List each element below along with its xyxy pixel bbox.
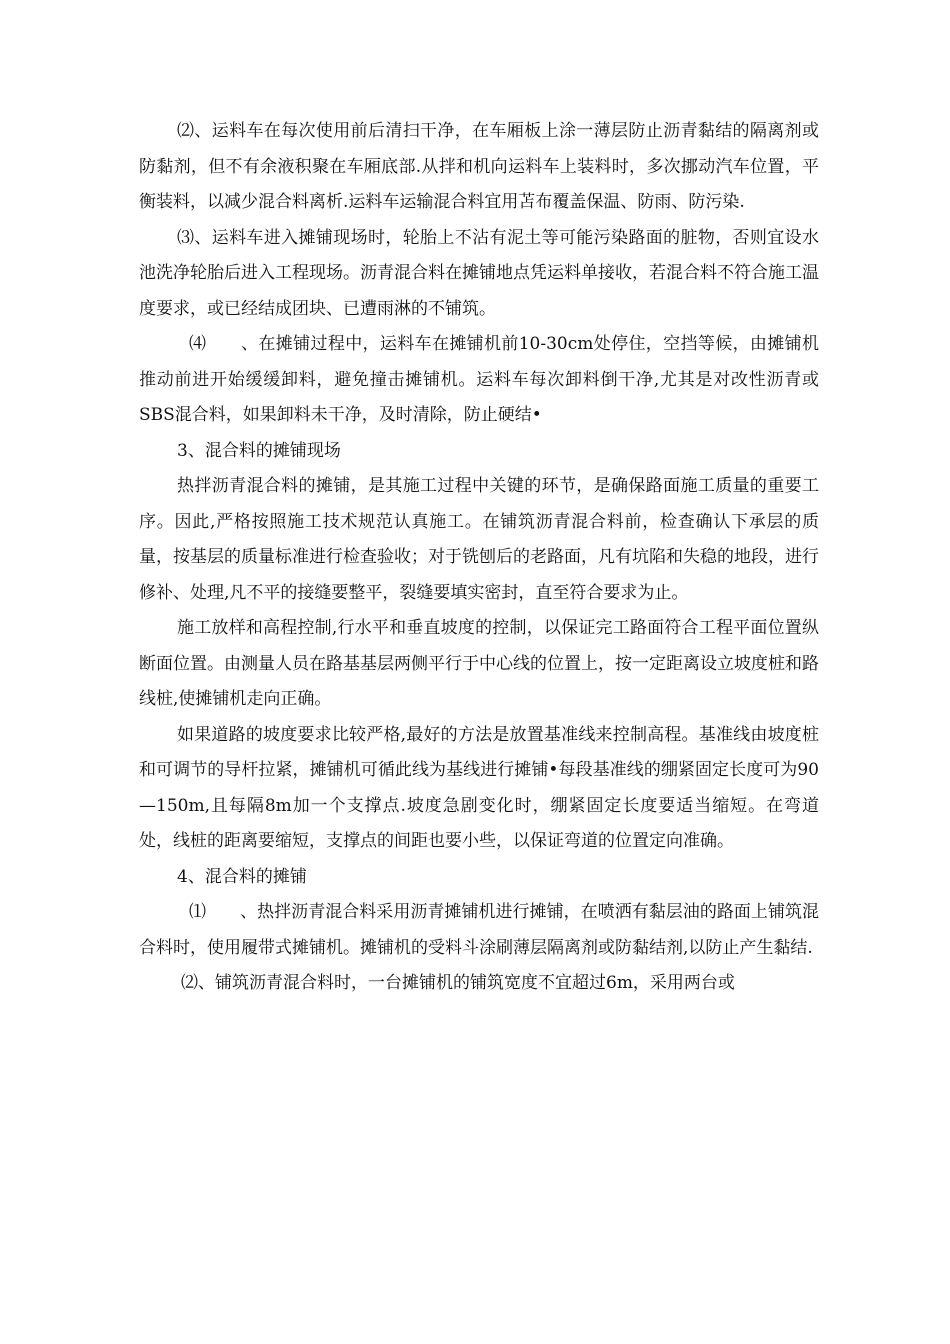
paragraph-paving-importance: 热拌沥青混合料的摊铺，是其施工过程中关键的环节，是确保路面施工质量的重要工序。因此,严格按照施工技术规范认真施工。在铺筑沥青混合料前，检查确认下承层的质量，按基层的质量标准进行检查验收；对于铣刨后的老路面，凡有坑陷和失稳的地段，进行修补、处理,凡不平的接缝要整平，裂缝要填实密封，直至符合要求为止。 — [139, 476, 819, 603]
paragraph-reference-line: 如果道路的坡度要求比较严格,最好的方法是放置基准线来控制高程。基准线由坡度桩和可调节的导杆拉紧，摊铺机可循此线为基线进行摊铺•每段基准线的绷紧固定长度可为90—150m,且每隔8m加一个支撑点.坡度急剧变化时，绷紧固定长度要适当缩短。在弯道处，线桩的距离要缩短，支撑点的间距也要小些，以保证弯道的位置定向准确。 — [139, 724, 819, 851]
section-heading-paving: 4、混合料的摊铺 — [177, 866, 307, 887]
paragraph-transport-entry: ⑶、运料车进入摊铺现场时，轮胎上不沾有泥土等可能污染路面的脏物，否则宜设水池洗净轮胎后进入工程现场。沥青混合料在摊铺地点凭运料单接收，若混合料不符合施工温度要求，或已经结成团块、已遭雨淋的不铺筑。 — [139, 227, 819, 319]
paragraph-paver-use: ⑴ 、热拌沥青混合料采用沥青摊铺机进行摊铺，在喷洒有黏层油的路面上铺筑混合料时，使用履带式摊铺机。摊铺机的受料斗涂刷薄层隔离剂或防黏结剂,以防止产生黏结. — [139, 902, 819, 958]
document-body — [139, 114, 819, 1002]
paragraph-surveying: 施工放样和高程控制,行水平和垂直坡度的控制，以保证完工路面符合工程平面位置纵断面位置。由测量人员在路基基层两侧平行于中心线的位置上，按一定距离设立坡度桩和路线桩,使摊铺机走向正确。 — [139, 618, 819, 709]
paragraph-unloading: ⑷ 、在摊铺过程中，运料车在摊铺机前10-30cm处停住，空挡等候，由摊铺机推动前进开始缓缓卸料，避免撞击摊铺机。运料车每次卸料倒干净,尤其是对改性沥青或SBS混合料，如果卸料未干净，及时清除，防止硬结• — [139, 334, 819, 425]
section-heading-paving-site: 3、混合料的摊铺现场 — [177, 440, 341, 461]
paragraph-paving-width: ⑵、铺筑沥青混合料时，一台摊铺机的铺筑宽度不宜超过6m，采用两台或 — [181, 973, 735, 993]
paragraph-transport-cleaning: ⑵、运料车在每次使用前后清扫干净，在车厢板上涂一薄层防止沥青黏结的隔离剂或防黏剂，但不有余液积聚在车厢底部.从拌和机向运料车上装料时，多次挪动汽车位置，平衡装料，以减少混合料离析.运料车运输混合料宜用苫布覆盖保温、防雨、防污染. — [139, 121, 819, 212]
